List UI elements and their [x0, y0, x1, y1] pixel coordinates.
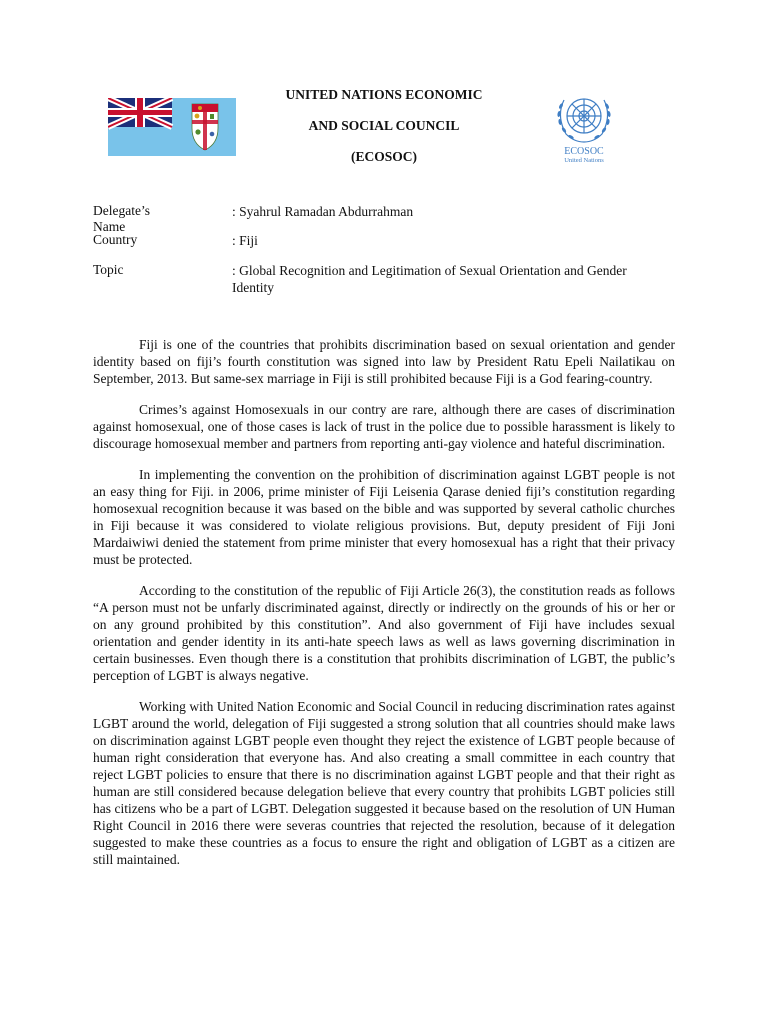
logo-sublabel: United Nations: [564, 157, 604, 164]
title-line-3: (ECOSOC): [350, 149, 417, 164]
paragraph: Fiji is one of the countries that prohibits discrimination based on sexual orientation and gender identity based on fiji’s fourth constitution was signed into law by President Ratu Epeli Nailatikau on September, 2013. But same-sex marriage in Fiji is still prohibited because Fiji is a God fearing-country.: [93, 337, 675, 386]
title-line-1: UNITED NATIONS ECONOMIC: [285, 87, 483, 102]
country-value: : Fiji: [232, 233, 258, 248]
paragraph: In implementing the convention on the prohibition of discrimination against LGBT people is not an easy thing for Fiji. in 2006, prime minister of Fiji Leisenia Qarase denied fiji’s constitution regarding homosexual recognition because it was based on the bible and was supported by several catholic churches in Fiji because it was considered to violate religious provisions. But, deputy president of Fiji Joni Mardaiwiwi denied the statement from prime minister that every homosexual has a right that their privacy must be protected.: [93, 467, 675, 567]
paragraph: Working with United Nation Economic and Social Council in reducing discrimination rates against LGBT around the world, delegation of Fiji suggested a strong solution that all countries should make laws on discrimination against LGBT people even thought they reject the existence of LGBT people because of human right consideration that everyone has. And also creating a small committee in each country that reject LGBT policies to ensure that there is no discrimination against LGBT people and that their right as human are still considered because delegation believe that every country that prohibits LGBT policies still has citizens who be a part of LGBT. Delegation suggested it because based on the resolution of UN Human Right Council in 2016 there were severas countries that rejected the resolution, because of it delegation suggested to make these countries as a focus to ensure the right and obligation of LGBT as a citizen are still maintained.: [93, 699, 675, 867]
logo-label: ECOSOC: [564, 146, 604, 157]
document-title: [240, 86, 528, 179]
title-line-2: AND SOCIAL COUNCIL: [308, 118, 460, 133]
un-emblem-icon: [540, 86, 628, 172]
paragraph: According to the constitution of the republic of Fiji Article 26(3), the constitution reads as follows “A person must not be unfarly discriminated against, directly or indirectly on the grounds of his or her or on any ground prohibited by this constitution”. And also government of Fiji have includes sexual orientation and gender identity in its anti-hate speech laws as well as laws governing discrimination in certain businesses. Even though there is a constitution that prohibits discrimination of LGBT, the public’s perception of LGBT is always negative.: [93, 583, 675, 683]
country-label: Country: [93, 232, 138, 247]
position-paper-body: [93, 336, 675, 882]
topic-value: : Global Recognition and Legitimation of Sexual Orientation and Gender Identity: [232, 263, 627, 295]
fiji-flag-icon: [108, 98, 236, 156]
paragraph: Crimes’s against Homosexuals in our contry are rare, although there are cases of discrimination against homosexual, one of those cases is lack of trust in the police due to possible harassment is likely to discourage homosexual member and partners from reporting anti-gay violence and hateful discrimination.: [93, 402, 675, 451]
topic-label: Topic: [93, 262, 124, 277]
delegate-value: : Syahrul Ramadan Abdurrahman: [232, 204, 414, 219]
delegate-label: Delegate’s Name: [93, 203, 150, 234]
